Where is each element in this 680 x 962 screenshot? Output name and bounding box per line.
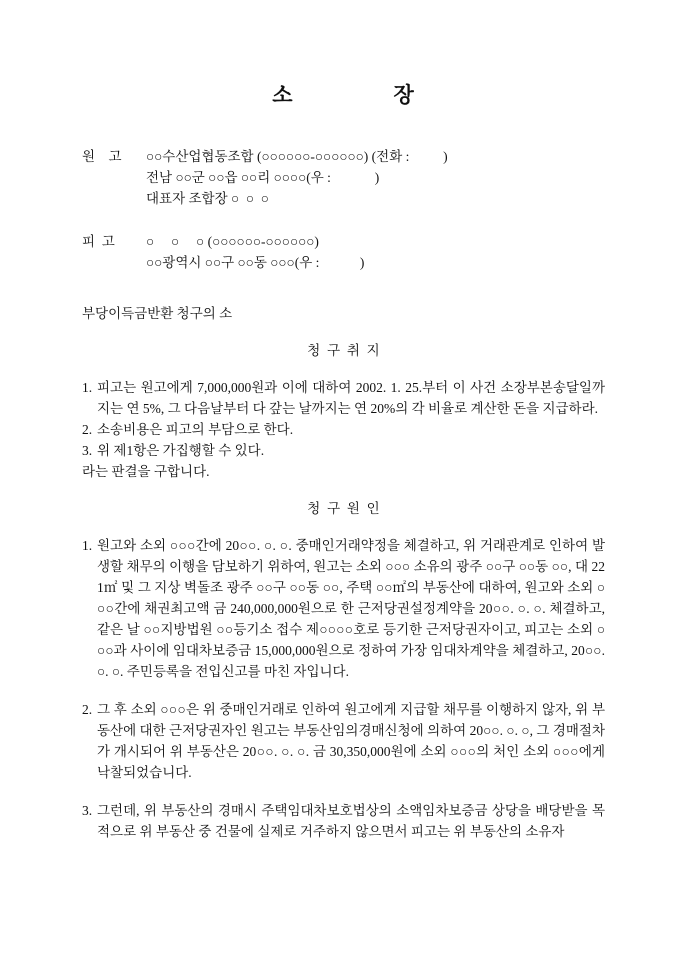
cause-item-1 [82,535,605,682]
claim-section-heading: 청 구 취 지 [307,343,380,358]
plaintiff-name: ○○수산업협동조합 (○○○○○○-○○○○○○) (전화 : ) [146,149,448,164]
cause-item-2 [82,699,605,783]
cause-item-3-number: 3. [82,803,93,818]
claim-item-2-text: 소송비용은 피고의 부담으로 한다. [97,422,294,437]
claim-item-1-text: 피고는 원고에게 7,000,000원과 이에 대하여 2002. 1. 25.부터 이 사건 소장부본송달일까지는 연 5%, 그 다음날부터 다 갚는 날까지는 연 20%의 각 비율로 계산한 돈을 지급하라. [97,380,605,416]
plaintiff-label: 원 고 [82,149,122,164]
defendant-block [82,231,605,273]
claim-item-2 [82,419,605,440]
cause-section-heading: 청 구 원 인 [307,501,380,516]
claim-closing: 라는 판결을 구합니다. [82,464,210,479]
plaintiff-block [82,146,605,209]
claim-item-3 [82,440,605,461]
defendant-details [146,231,605,273]
plaintiff-representative: 대표자 조합장 ○ ○ ○ [146,191,269,206]
cause-item-2-number: 2. [82,702,93,717]
cause-item-3-text: 그런데, 위 부동산의 경매시 주택임대차보호법상의 소액임차보증금 상당을 배당받을 목적으로 위 부동산 중 건물에 실제로 거주하지 않으면서 피고는 위 부동산의 소유자 [97,803,605,839]
cause-item-2-text: 그 후 소외 ○○○은 위 중매인거래로 인하여 원고에게 지급할 채무를 이행하지 않자, 위 부동산에 대한 근저당권자인 원고는 부동산임의경매신청에 의하여 20○○. ○. ○, 그 경매절차가 개시되어 위 부동산은 20○○. ○. ○. 금 30,350,000원에 소외 ○○○의 처인 소외 ○○○에게 낙찰되었습니다. [97,702,605,780]
claim-item-1-number: 1. [82,380,93,395]
cause-item-3 [82,800,605,842]
claim-item-3-number: 3. [82,443,93,458]
defendant-address: ○○광역시 ○○구 ○○동 ○○○(우 : ) [146,255,365,270]
cause-item-1-text: 원고와 소외 ○○○간에 20○○. ○. ○. 중매인거래약정을 체결하고, 위 거래관계로 인하여 발생할 채무의 이행을 담보하기 위하여, 원고는 소외 ○○○ 소유의 광주 ○○구 ○○동 ○○, 대 221㎡ 및 그 지상 벽돌조 광주 ○○구 ○○동 ○○, 주택 ○○㎡의 부동산에 대하여, 원고와 소외 ○○○간에 채권최고액 금 240,000,000원으로 한 근저당권설정계약을 20○○. ○. ○. 체결하고, 같은 날 ○○지방법원 ○○등기소 접수 제○○○○호로 등기한 근저당권자이고, 피고는 소외 ○○○과 사이에 임대차보증금 15,000,000원으로 정하여 가장 임대차계약을 체결하고, 20○○. ○. ○. 주민등록을 전입신고를 마친 자입니다. [97,538,605,679]
plaintiff-details [146,146,605,209]
claim-item-3-text: 위 제1항은 가집행할 수 있다. [97,443,265,458]
document-title: 소 장 [272,83,415,107]
case-title: 부당이득금반환 청구의 소 [82,306,233,321]
defendant-name: ○ ○ ○ (○○○○○○-○○○○○○) [146,234,319,249]
claim-item-2-number: 2. [82,422,93,437]
claim-item-1 [82,377,605,419]
plaintiff-address: 전남 ○○군 ○○읍 ○○리 ○○○○(우 : ) [146,170,380,185]
cause-item-1-number: 1. [82,538,93,553]
defendant-label: 피 고 [82,234,115,249]
